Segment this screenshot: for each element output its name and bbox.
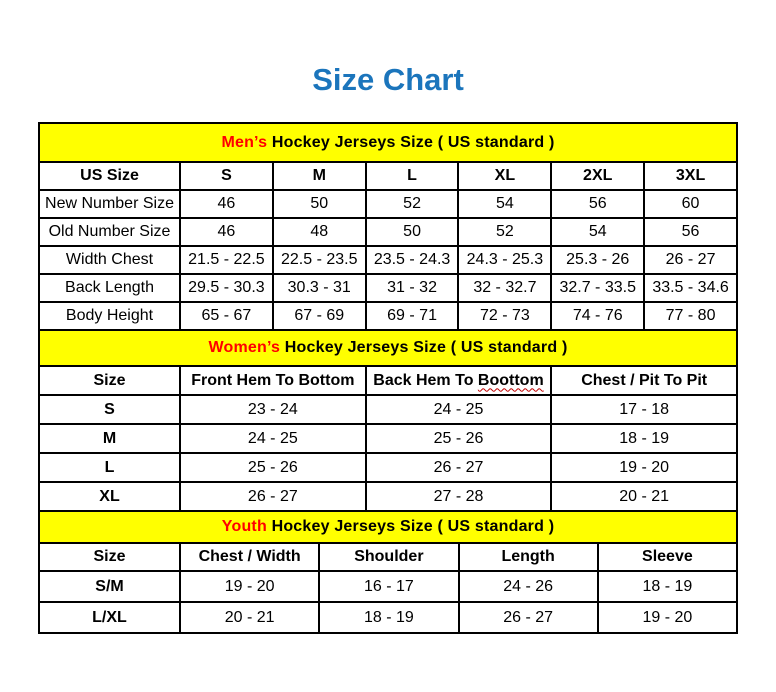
column-header-cell: Chest / Pit To Pit <box>551 366 737 395</box>
value-cell: 52 <box>458 218 551 246</box>
value-cell: 25 - 26 <box>180 453 366 482</box>
value-cell: 27 - 28 <box>366 482 552 511</box>
table-row <box>39 395 737 424</box>
column-header-cell: Size <box>39 366 180 395</box>
column-header-cell: US Size <box>39 162 180 190</box>
value-cell: 20 - 21 <box>551 482 737 511</box>
table-row <box>39 274 737 302</box>
value-cell: 56 <box>551 190 644 218</box>
column-header-cell: M <box>273 162 366 190</box>
value-cell: 50 <box>366 218 459 246</box>
value-cell: 69 - 71 <box>366 302 459 330</box>
table-row <box>39 218 737 246</box>
value-cell: 18 - 19 <box>598 571 737 602</box>
value-cell: 72 - 73 <box>458 302 551 330</box>
value-cell: 50 <box>273 190 366 218</box>
table-row <box>39 571 737 602</box>
value-cell: 56 <box>644 218 737 246</box>
value-cell: 19 - 20 <box>598 602 737 633</box>
youth-section-band <box>39 511 737 543</box>
value-cell: 26 - 27 <box>366 453 552 482</box>
column-header-cell: Size <box>39 543 180 571</box>
band-highlight-word: Women’s <box>208 339 281 356</box>
value-cell: 60 <box>644 190 737 218</box>
value-cell: 74 - 76 <box>551 302 644 330</box>
mens-section-band <box>39 123 737 162</box>
row-label-cell: Old Number Size <box>39 218 180 246</box>
value-cell: 18 - 19 <box>551 424 737 453</box>
table-row <box>39 482 737 511</box>
youth-size-table <box>38 510 738 634</box>
column-header-cell: Chest / Width <box>180 543 319 571</box>
row-label-cell: New Number Size <box>39 190 180 218</box>
column-header-cell: Sleeve <box>598 543 737 571</box>
value-cell: 16 - 17 <box>319 571 458 602</box>
band-rest-text: Hockey Jerseys Size ( US standard ) <box>280 339 568 356</box>
band-rest-text: Hockey Jerseys Size ( US standard ) <box>267 133 555 151</box>
column-header-cell: Length <box>459 543 598 571</box>
table-row <box>39 424 737 453</box>
value-cell: 29.5 - 30.3 <box>180 274 273 302</box>
table-row <box>39 453 737 482</box>
column-header-cell: 2XL <box>551 162 644 190</box>
value-cell: 22.5 - 23.5 <box>273 246 366 274</box>
column-header-cell: S <box>180 162 273 190</box>
value-cell: 31 - 32 <box>366 274 459 302</box>
table-row <box>39 602 737 633</box>
value-cell: 46 <box>180 218 273 246</box>
value-cell: 25 - 26 <box>366 424 552 453</box>
value-cell: 26 - 27 <box>644 246 737 274</box>
womens-size-table <box>38 329 738 512</box>
tables-root <box>38 122 736 634</box>
band-highlight-word: Youth <box>221 518 267 535</box>
value-cell: 30.3 - 31 <box>273 274 366 302</box>
table-row <box>39 302 737 330</box>
band-rest-text: Hockey Jerseys Size ( US standard ) <box>266 518 555 535</box>
column-header-cell: Shoulder <box>319 543 458 571</box>
value-cell: 32.7 - 33.5 <box>551 274 644 302</box>
value-cell: 25.3 - 26 <box>551 246 644 274</box>
value-cell: 21.5 - 22.5 <box>180 246 273 274</box>
row-label-cell: S/M <box>39 571 180 602</box>
value-cell: 23.5 - 24.3 <box>366 246 459 274</box>
table-row <box>39 190 737 218</box>
column-header-cell: 3XL <box>644 162 737 190</box>
value-cell: 26 - 27 <box>459 602 598 633</box>
value-cell: 67 - 69 <box>273 302 366 330</box>
value-cell: 54 <box>458 190 551 218</box>
value-cell: 32 - 32.7 <box>458 274 551 302</box>
value-cell: 20 - 21 <box>180 602 319 633</box>
column-header-cell: L <box>366 162 459 190</box>
value-cell: 46 <box>180 190 273 218</box>
mens-size-table <box>38 122 738 331</box>
misspelled-word: Boottom <box>477 371 544 389</box>
value-cell: 48 <box>273 218 366 246</box>
row-label-cell: L <box>39 453 180 482</box>
row-label-cell: Back Length <box>39 274 180 302</box>
value-cell: 52 <box>366 190 459 218</box>
value-cell: 26 - 27 <box>180 482 366 511</box>
value-cell: 77 - 80 <box>644 302 737 330</box>
table-row <box>39 246 737 274</box>
column-header-cell: Back Hem To Boottom <box>366 366 552 395</box>
row-label-cell: Body Height <box>39 302 180 330</box>
row-label-cell: XL <box>39 482 180 511</box>
row-label-cell: M <box>39 424 180 453</box>
value-cell: 19 - 20 <box>180 571 319 602</box>
column-header-cell: Front Hem To Bottom <box>180 366 366 395</box>
row-label-cell: S <box>39 395 180 424</box>
value-cell: 33.5 - 34.6 <box>644 274 737 302</box>
row-label-cell: L/XL <box>39 602 180 633</box>
value-cell: 23 - 24 <box>180 395 366 424</box>
womens-section-band <box>39 330 737 366</box>
page-title: Size Chart <box>312 62 464 97</box>
value-cell: 18 - 19 <box>319 602 458 633</box>
value-cell: 65 - 67 <box>180 302 273 330</box>
row-label-cell: Width Chest <box>39 246 180 274</box>
value-cell: 24 - 25 <box>366 395 552 424</box>
value-cell: 19 - 20 <box>551 453 737 482</box>
value-cell: 24.3 - 25.3 <box>458 246 551 274</box>
value-cell: 54 <box>551 218 644 246</box>
column-header-cell: XL <box>458 162 551 190</box>
band-highlight-word: Men’s <box>221 133 268 151</box>
value-cell: 17 - 18 <box>551 395 737 424</box>
value-cell: 24 - 26 <box>459 571 598 602</box>
value-cell: 24 - 25 <box>180 424 366 453</box>
